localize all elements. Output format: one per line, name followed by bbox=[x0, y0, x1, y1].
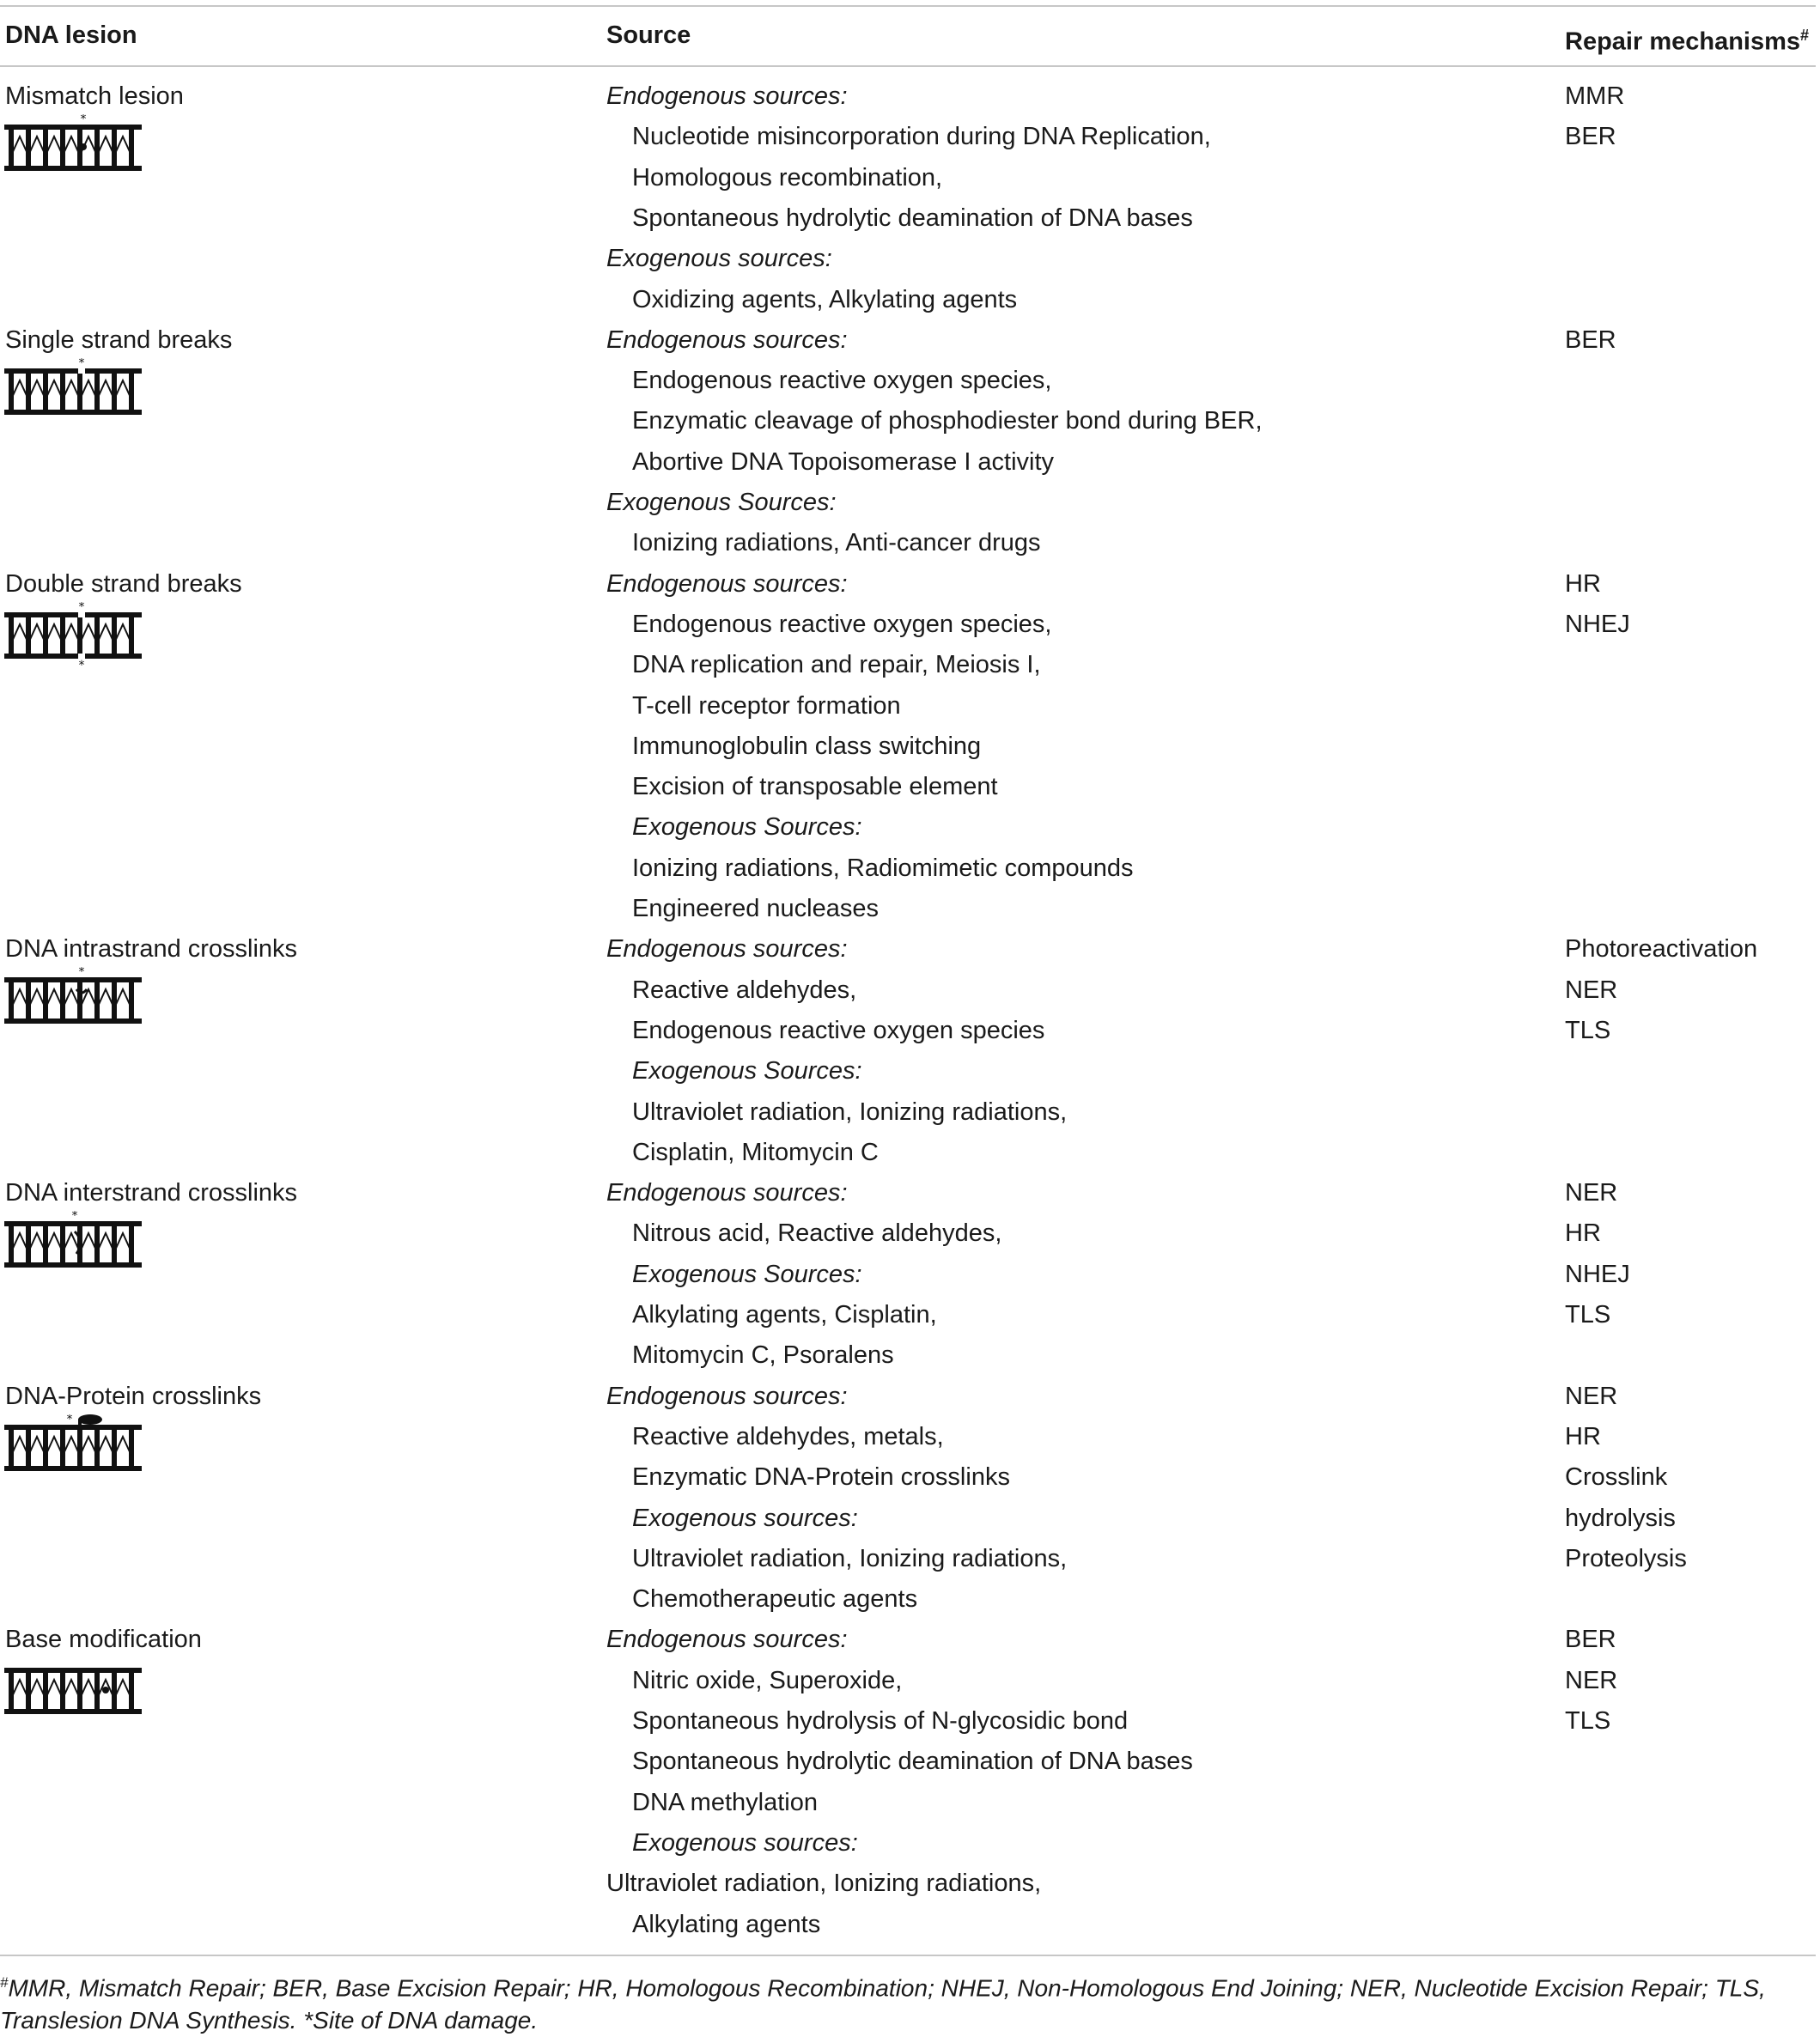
repair-mechanism: NHEJ bbox=[1565, 1260, 1630, 1288]
bottom-rule bbox=[0, 1955, 1816, 1956]
header-rule bbox=[0, 65, 1816, 67]
repair-mechanism: BER bbox=[1565, 1626, 1616, 1654]
source-category: Exogenous sources: bbox=[632, 1504, 858, 1532]
source-item: Abortive DNA Topoisomerase I activity bbox=[632, 447, 1055, 476]
header-repair-mechanisms: Repair mechanisms# bbox=[1565, 27, 1810, 56]
lesion-name: Double strand breaks bbox=[5, 569, 242, 598]
source-item: Alkylating agents bbox=[632, 1910, 821, 1938]
repair-mechanism: NER bbox=[1565, 976, 1618, 1004]
source-item: Endogenous reactive oxygen species, bbox=[632, 367, 1052, 395]
source-item: T-cell receptor formation bbox=[632, 691, 901, 720]
source-item: Ultraviolet radiation, Ionizing radiations, bbox=[632, 1544, 1068, 1572]
svg-text:*: * bbox=[66, 1414, 73, 1426]
header-dna-lesion: DNA lesion bbox=[5, 21, 137, 49]
source-category: Endogenous sources: bbox=[606, 935, 848, 964]
source-item: Homologous recombination, bbox=[632, 163, 943, 192]
repair-mechanism: BER bbox=[1565, 123, 1616, 151]
source-category: Exogenous sources: bbox=[606, 245, 832, 273]
source-item: Ionizing radiations, Radiomimetic compounds bbox=[632, 854, 1134, 882]
repair-mechanism: BER bbox=[1565, 325, 1616, 354]
source-category: Exogenous Sources: bbox=[632, 1057, 862, 1085]
lesion-name: DNA intrastrand crosslinks bbox=[5, 935, 298, 964]
source-item: Endogenous reactive oxygen species bbox=[632, 1016, 1045, 1044]
repair-mechanism: Crosslink bbox=[1565, 1463, 1668, 1492]
repair-mechanism: HR bbox=[1565, 1219, 1601, 1248]
source-item: Reactive aldehydes, metals, bbox=[632, 1422, 944, 1450]
source-item: DNA methylation bbox=[632, 1788, 818, 1816]
lesion-name: DNA interstrand crosslinks bbox=[5, 1179, 298, 1207]
repair-mechanism: TLS bbox=[1565, 1016, 1611, 1044]
source-item: Spontaneous hydrolysis of N-glycosidic bond bbox=[632, 1707, 1129, 1735]
repair-mechanism: HR bbox=[1565, 1422, 1601, 1450]
source-item: Enzymatic DNA-Protein crosslinks bbox=[632, 1463, 1010, 1492]
svg-text:*: * bbox=[78, 601, 85, 614]
repair-mechanism: Photoreactivation bbox=[1565, 935, 1758, 964]
repair-mechanism: TLS bbox=[1565, 1301, 1611, 1329]
lesion-name: Base modification bbox=[5, 1626, 202, 1654]
source-item: Chemotherapeutic agents bbox=[632, 1585, 918, 1614]
double-strand-break-icon bbox=[4, 602, 142, 671]
source-item: Ultraviolet radiation, Ionizing radiations, bbox=[632, 1098, 1068, 1126]
source-category: Endogenous sources: bbox=[606, 1626, 848, 1654]
header-source: Source bbox=[606, 21, 691, 49]
source-category: Endogenous sources: bbox=[606, 82, 848, 110]
repair-mechanism: hydrolysis bbox=[1565, 1504, 1676, 1532]
source-category: Exogenous Sources: bbox=[632, 1260, 862, 1288]
intrastrand-crosslink-icon bbox=[4, 967, 142, 1036]
source-item: Reactive aldehydes, bbox=[632, 976, 857, 1004]
source-item: Immunoglobulin class switching bbox=[632, 732, 982, 760]
svg-text:*: * bbox=[71, 1211, 78, 1224]
source-item: Nucleotide misincorporation during DNA Replication, bbox=[632, 123, 1211, 151]
interstrand-crosslink-icon bbox=[4, 1211, 142, 1280]
source-category: Endogenous sources: bbox=[606, 569, 848, 598]
source-category: Endogenous sources: bbox=[606, 325, 848, 354]
svg-text:*: * bbox=[78, 658, 85, 671]
source-item: Nitric oxide, Superoxide, bbox=[632, 1666, 903, 1694]
source-item: Spontaneous hydrolytic deamination of DNA bases bbox=[632, 204, 1193, 232]
dna-protein-crosslink-icon bbox=[4, 1414, 142, 1483]
source-category: Exogenous sources: bbox=[632, 1828, 858, 1857]
single-strand-break-icon bbox=[4, 358, 142, 427]
top-rule bbox=[0, 5, 1816, 7]
repair-mechanism: HR bbox=[1565, 569, 1601, 598]
source-category: Exogenous Sources: bbox=[632, 813, 862, 842]
svg-text:*: * bbox=[78, 357, 85, 370]
repair-mechanism: NHEJ bbox=[1565, 610, 1630, 638]
lesion-name: Mismatch lesion bbox=[5, 82, 184, 110]
repair-mechanism: NER bbox=[1565, 1666, 1618, 1694]
svg-text:*: * bbox=[78, 967, 85, 980]
repair-mechanism: MMR bbox=[1565, 82, 1625, 110]
source-item: Cisplatin, Mitomycin C bbox=[632, 1138, 879, 1166]
source-category: Endogenous sources: bbox=[606, 1179, 848, 1207]
source-item: Endogenous reactive oxygen species, bbox=[632, 610, 1052, 638]
source-item: Ionizing radiations, Anti-cancer drugs bbox=[632, 529, 1041, 557]
source-item: Ultraviolet radiation, Ionizing radiations, bbox=[606, 1870, 1042, 1898]
source-item: Mitomycin C, Psoralens bbox=[632, 1341, 894, 1370]
source-item: DNA replication and repair, Meiosis I, bbox=[632, 651, 1041, 679]
svg-text:*: * bbox=[80, 114, 87, 126]
source-item: Excision of transposable element bbox=[632, 773, 998, 801]
repair-mechanism: NER bbox=[1565, 1382, 1618, 1410]
source-item: Nitrous acid, Reactive aldehydes, bbox=[632, 1219, 1002, 1248]
table-footnote: #MMR, Mismatch Repair; BER, Base Excision Repair; HR, Homologous Recombination; NHEJ, Non-Homologous End Joining; NER, Nucleotide Excision Repair; TLS, Translesion DNA Synthesis. *Site of DNA damage. bbox=[0, 1974, 1766, 2034]
lesion-name: Single strand breaks bbox=[5, 325, 233, 354]
source-category: Exogenous Sources: bbox=[606, 489, 837, 516]
source-item: Spontaneous hydrolytic deamination of DNA bases bbox=[632, 1748, 1193, 1776]
repair-mechanism: TLS bbox=[1565, 1707, 1611, 1735]
repair-mechanism: Proteolysis bbox=[1565, 1544, 1687, 1572]
lesion-name: DNA-Protein crosslinks bbox=[5, 1382, 262, 1410]
source-item: Oxidizing agents, Alkylating agents bbox=[632, 285, 1018, 313]
source-item: Enzymatic cleavage of phosphodiester bond during BER, bbox=[632, 407, 1263, 435]
source-item: Engineered nucleases bbox=[632, 895, 879, 922]
source-category: Endogenous sources: bbox=[606, 1382, 848, 1410]
repair-mechanism: NER bbox=[1565, 1179, 1618, 1207]
mismatch-lesion-icon bbox=[4, 114, 142, 183]
source-item: Alkylating agents, Cisplatin, bbox=[632, 1301, 937, 1329]
base-modification-icon bbox=[4, 1657, 142, 1726]
